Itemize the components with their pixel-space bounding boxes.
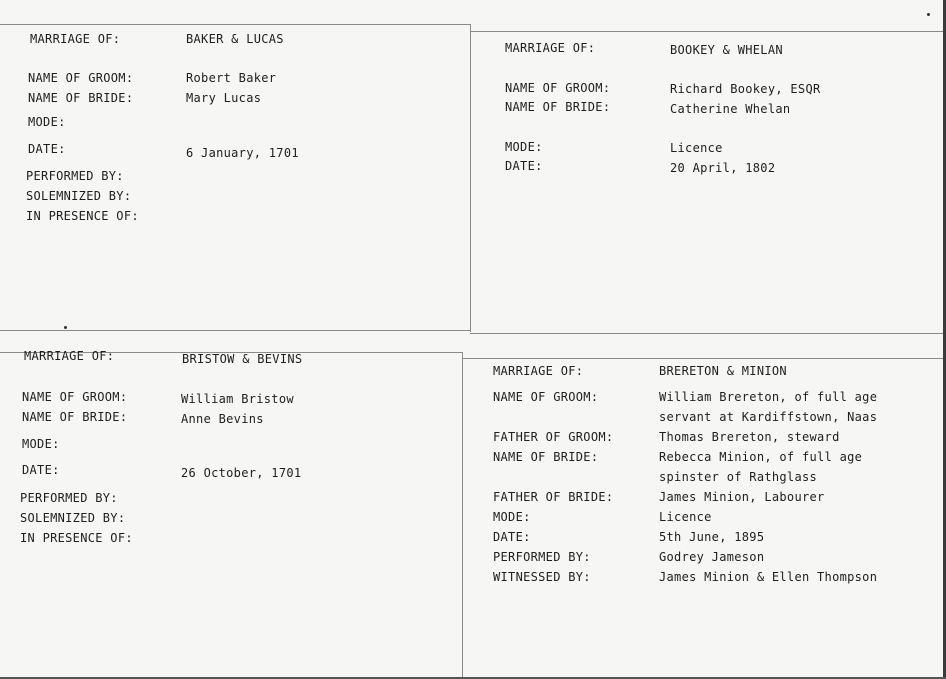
field-label: IN PRESENCE OF: — [26, 209, 139, 223]
field-label: NAME OF GROOM: — [28, 71, 134, 85]
field-value: Catherine Whelan — [670, 102, 791, 116]
field-label: NAME OF GROOM: — [493, 390, 599, 404]
field-value: 26 October, 1701 — [181, 466, 302, 480]
field-value: Thomas Brereton, steward — [659, 430, 840, 444]
field-label: NAME OF GROOM: — [22, 390, 128, 404]
field-value: Richard Bookey, ESQR — [670, 82, 821, 96]
field-value: spinster of Rathglass — [659, 470, 818, 484]
field-value: Mary Lucas — [186, 91, 262, 105]
speck-mark — [927, 13, 930, 16]
field-label: DATE: — [22, 463, 60, 477]
field-label: PERFORMED BY: — [26, 169, 124, 183]
top-right-divider — [470, 31, 946, 32]
field-value: James Minion & Ellen Thompson — [659, 570, 878, 584]
field-value: 5th June, 1895 — [659, 530, 765, 544]
field-label: MODE: — [22, 437, 60, 451]
field-label: WITNESSED BY: — [493, 570, 591, 584]
field-label: FATHER OF GROOM: — [493, 430, 614, 444]
record-title-label: MARRIAGE OF: — [30, 32, 121, 46]
field-label: SOLEMNIZED BY: — [20, 511, 126, 525]
field-label: PERFORMED BY: — [20, 491, 118, 505]
record-title-label: MARRIAGE OF: — [24, 349, 115, 363]
top-left-divider — [0, 24, 470, 25]
field-value: 20 April, 1802 — [670, 161, 776, 175]
field-value: Rebecca Minion, of full age — [659, 450, 863, 464]
field-value: servant at Kardiffstown, Naas — [659, 410, 878, 424]
field-label: NAME OF GROOM: — [505, 81, 611, 95]
record-title: BRISTOW & BEVINS — [182, 352, 303, 366]
vertical-divider-bottom — [462, 352, 463, 679]
field-label: DATE: — [505, 159, 543, 173]
field-value: Godrey Jameson — [659, 550, 765, 564]
field-value: William Bristow — [181, 392, 294, 406]
speck-mark — [64, 326, 67, 329]
field-label: DATE: — [28, 142, 66, 156]
field-label: MODE: — [28, 115, 66, 129]
field-value: Licence — [670, 141, 723, 155]
field-value: James Minion, Labourer — [659, 490, 825, 504]
field-value: Robert Baker — [186, 71, 277, 85]
field-label: MODE: — [493, 510, 531, 524]
bottom-right-divider — [462, 358, 946, 359]
field-label: NAME OF BRIDE: — [22, 410, 128, 424]
record-title-label: MARRIAGE OF: — [493, 364, 584, 378]
field-value: 6 January, 1701 — [186, 146, 299, 160]
middle-divider — [0, 330, 471, 331]
field-label: DATE: — [493, 530, 531, 544]
field-label: NAME OF BRIDE: — [493, 450, 599, 464]
field-label: MODE: — [505, 140, 543, 154]
field-value: Anne Bevins — [181, 412, 264, 426]
vertical-divider-top — [470, 24, 471, 332]
record-title: BAKER & LUCAS — [186, 32, 284, 46]
field-label: PERFORMED BY: — [493, 550, 591, 564]
field-label: IN PRESENCE OF: — [20, 531, 133, 545]
field-label: SOLEMNIZED BY: — [26, 189, 132, 203]
record-title: BOOKEY & WHELAN — [670, 43, 783, 57]
field-value: William Brereton, of full age — [659, 390, 878, 404]
record-title-label: MARRIAGE OF: — [505, 41, 596, 55]
field-label: NAME OF BRIDE: — [28, 91, 134, 105]
field-label: NAME OF BRIDE: — [505, 100, 611, 114]
field-value: Licence — [659, 510, 712, 524]
field-label: FATHER OF BRIDE: — [493, 490, 614, 504]
middle-right-divider — [470, 333, 946, 334]
record-title: BRERETON & MINION — [659, 364, 787, 378]
